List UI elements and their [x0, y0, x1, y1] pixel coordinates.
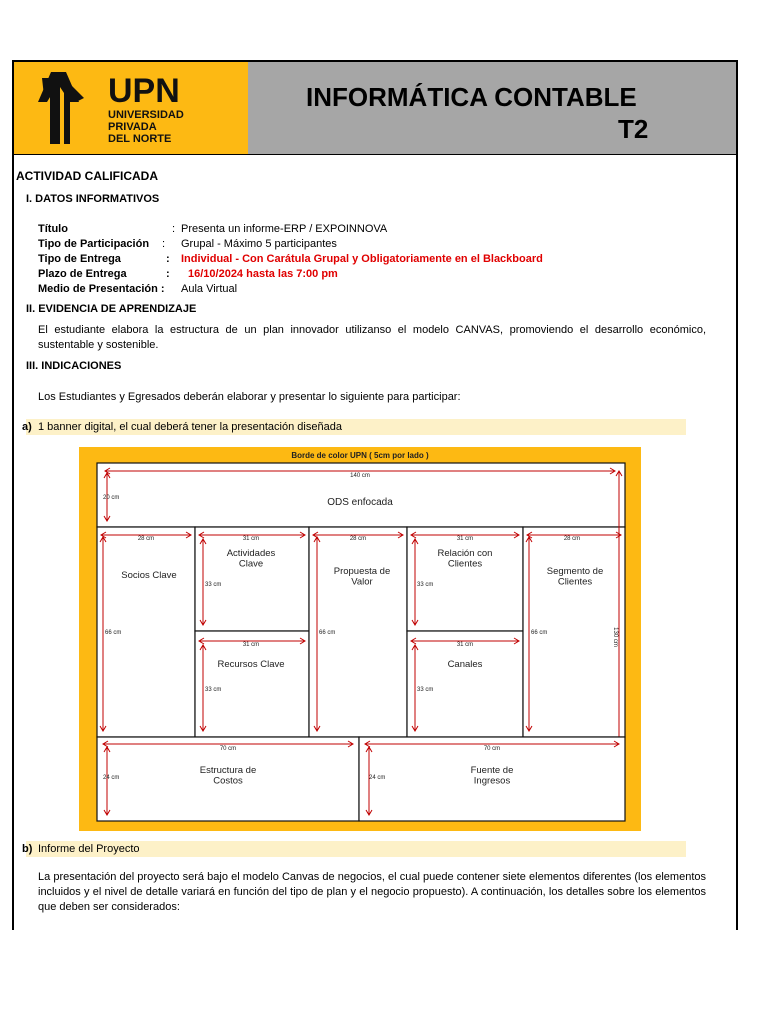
row-colon-entrega: :	[166, 253, 170, 265]
costos-height-label: 24 cm	[103, 775, 120, 781]
canvas-banner-diagram	[79, 447, 641, 831]
header-divider	[14, 154, 736, 155]
segmento-label: Segmento de Clientes	[546, 566, 604, 588]
relacion-width-label: 31 cm	[456, 536, 474, 542]
actividades-height-label: 33 cm	[205, 582, 222, 588]
actividades-label: Actividades Clave	[226, 548, 276, 570]
row-label-medio: Medio de Presentación :	[38, 283, 165, 295]
ingresos-height-label: 24 cm	[369, 775, 386, 781]
segmento-height-label: 66 cm	[531, 630, 548, 636]
ods-height-label: 20 cm	[103, 495, 120, 501]
propuesta-width-label: 28 cm	[349, 536, 367, 542]
ods-label: ODS enfocada	[327, 497, 393, 508]
row-colon-participacion: :	[162, 238, 166, 250]
costos-width-label: 70 cm	[219, 746, 237, 752]
row-colon-titulo: :	[172, 223, 176, 235]
relacion-box	[407, 527, 523, 631]
ods-width-label: 140 cm	[350, 473, 370, 479]
item-b-body: La presentación del proyecto será bajo el modelo Canvas de negocios, el cual puede contener siete elementos diferentes (los elementos incluidos y el nivel de detalle variará en función del tipo de plan y el negocio propuesto). A continuación, los detalles sobre los elementos que deben ser considerados:	[38, 871, 706, 913]
row-label-plazo: Plazo de Entrega	[38, 268, 127, 280]
ingresos-width-label: 70 cm	[483, 746, 501, 752]
assignment-code: T2	[618, 114, 649, 144]
canales-height-label: 33 cm	[417, 687, 434, 693]
row-value-titulo: Presenta un informe-ERP / EXPOINNOVA	[181, 223, 388, 235]
row-label-titulo: Título	[38, 223, 68, 235]
item-a-letter: a)	[22, 421, 32, 433]
row-label-entrega: Tipo de Entrega	[38, 253, 121, 265]
row-value-plazo: 16/10/2024 hasta las 7:00 pm	[188, 268, 338, 280]
activity-title: ACTIVIDAD CALIFICADA	[16, 169, 158, 183]
costos-label: Estructura de Costos	[199, 765, 257, 787]
item-a-text: 1 banner digital, el cual deberá tener la presentación diseñada	[38, 421, 342, 433]
socios-height-label: 66 cm	[105, 630, 122, 636]
propuesta-height-label: 66 cm	[319, 630, 336, 636]
row-value-medio: Aula Virtual	[181, 283, 238, 295]
recursos-label: Recursos Clave	[217, 659, 285, 670]
actividades-width-label: 31 cm	[242, 536, 260, 542]
segmento-width-label: 28 cm	[563, 536, 581, 542]
title-banner	[248, 62, 736, 154]
row-value-participacion: Grupal - Máximo 5 participantes	[181, 238, 337, 250]
propuesta-label: Propuesta de Valor	[333, 566, 391, 588]
row-value-entrega: Individual - Con Carátula Grupal y Obligatoriamente en el Blackboard	[181, 253, 543, 265]
logo-line-3: DEL NORTE	[108, 133, 172, 145]
recursos-height-label: 33 cm	[205, 687, 222, 693]
ingresos-label: Fuente de Ingresos	[470, 765, 514, 787]
upn-logo-mark	[14, 62, 248, 154]
section-2-heading: II. EVIDENCIA DE APRENDIZAJE	[26, 303, 197, 315]
socios-label: Socios Clave	[121, 570, 177, 581]
section-3-intro: Los Estudiantes y Egresados deberán elaborar y presentar lo siguiente para participar:	[38, 391, 461, 403]
total-height-label: 130 cm	[612, 627, 618, 647]
course-title: INFORMÁTICA CONTABLE	[306, 82, 637, 112]
border-label: Borde de color UPN ( 5cm por lado )	[291, 451, 429, 460]
actividades-box	[195, 527, 309, 631]
section-1-heading: I. DATOS INFORMATIVOS	[26, 193, 160, 205]
relacion-label: Relación con Clientes	[437, 548, 493, 570]
row-colon-plazo: :	[166, 268, 170, 280]
socios-width-label: 28 cm	[137, 536, 155, 542]
logo-line-2: PRIVADA	[108, 121, 157, 133]
recursos-width-label: 31 cm	[242, 642, 260, 648]
canales-label: Canales	[447, 659, 483, 670]
item-b-letter: b)	[22, 843, 33, 855]
section-3-heading: III. INDICACIONES	[26, 360, 122, 372]
upn-logo	[14, 62, 248, 154]
logo-line-1: UNIVERSIDAD	[108, 109, 184, 121]
row-label-participacion: Tipo de Participación	[38, 238, 150, 250]
item-b-text: Informe del Proyecto	[38, 843, 140, 855]
canales-width-label: 31 cm	[456, 642, 474, 648]
canvas-svg	[79, 447, 641, 831]
section-2-body: El estudiante elabora la estructura de un plan innovador utilizanso el modelo CANVAS, promoviendo el desarrollo económico, sustentable y sostenible.	[38, 324, 706, 351]
logo-letters: UPN	[108, 72, 180, 110]
document-page	[12, 60, 738, 930]
document-header	[14, 62, 736, 154]
relacion-height-label: 33 cm	[417, 582, 434, 588]
